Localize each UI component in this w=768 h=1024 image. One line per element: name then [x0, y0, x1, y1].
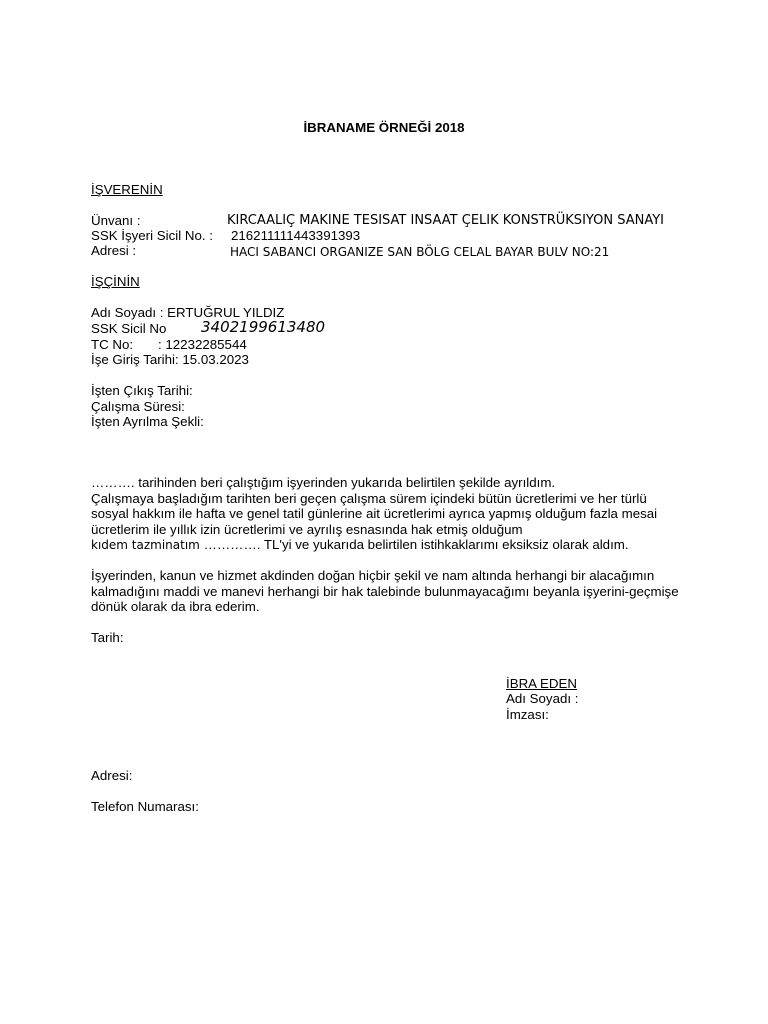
signature-heading: İBRA EDEN	[506, 676, 577, 691]
employee-tc-value: : 12232285544	[158, 337, 247, 352]
employee-tc-label: TC No:	[91, 337, 134, 352]
release-paragraph-line: sosyal hakkım ile hafta ve genel tatil günlerine ait ücretlerimi ayrıca yapmış olduğum fazla mesai	[91, 506, 658, 521]
waiver-paragraph-line: dönük olarak da ibra ederim.	[91, 599, 260, 614]
employer-heading: İŞVERENİN	[91, 182, 163, 197]
employee-heading: İŞÇİNİN	[91, 274, 140, 289]
severance-text: …………. TL'yi ve yukarıda belirtilen istihkaklarımı eksiksiz olarak aldım.	[203, 537, 629, 552]
footer-phone-label: Telefon Numarası:	[91, 799, 199, 814]
employee-start-date: İşe Giriş Tarihi: 15.03.2023	[91, 352, 249, 367]
signature-sign-label: İmzası:	[506, 707, 549, 722]
date-label: Tarih:	[91, 630, 124, 645]
employee-ssk-value: 3402199613480	[201, 318, 326, 336]
employer-ssk-label: SSK İşyeri Sicil No. :	[91, 228, 213, 243]
employer-ssk-value: 216211111443391393	[231, 228, 361, 243]
release-paragraph-line: ücretlerim ile yıllık izin ücretlerimi ve ayrılış esnasında hak etmiş olduğum	[91, 522, 523, 537]
waiver-paragraph-line: İşyerinden, kanun ve hizmet akdinden doğan hiçbir şekil ve nam altında herhangi bir alacağımın	[91, 568, 655, 583]
employee-name: Adı Soyadı : ERTUĞRUL YILDIZ	[91, 305, 285, 320]
release-paragraph-last-line	[91, 537, 629, 553]
employer-address-label: Adresi :	[91, 243, 137, 258]
document-title: İBRANAME ÖRNEĞİ 2018	[303, 120, 465, 135]
signature-name-label: Adı Soyadı :	[506, 691, 579, 706]
employer-title-label: Ünvanı :	[91, 213, 141, 228]
employee-leave-type-label: İşten Ayrılma Şekli:	[91, 414, 204, 429]
employer-title-value: KIRCAALIÇ MAKINE TESISAT INSAAT ÇELIK KONSTRÜKSIYON SANAYI	[227, 213, 664, 228]
employee-duration-label: Çalışma Süresi:	[91, 399, 185, 414]
footer-address-label: Adresi:	[91, 768, 133, 783]
employee-ssk-label: SSK Sicil No	[91, 321, 167, 336]
release-paragraph-line: ………. tarihinden beri çalıştığım işyerinden yukarıda belirtilen şekilde ayrıldım.	[91, 475, 556, 490]
waiver-paragraph-line: kalmadığını maddi ve manevi herhangi bir hak talebinde bulunmayacağımı beyanla işyerini-geçmişe	[91, 584, 679, 599]
severance-label: kıdem tazminatım	[91, 538, 200, 552]
release-paragraph-line: Çalışmaya başladığım tarihten beri geçen çalışma sürem içindeki bütün ücretlerimi ve her türlü	[91, 491, 647, 506]
employer-address-value: HACI SABANCI ORGANIZE SAN BÖLG CELAL BAYAR BULV NO:21	[230, 245, 610, 259]
employee-exit-date-label: İşten Çıkış Tarihi:	[91, 383, 193, 398]
